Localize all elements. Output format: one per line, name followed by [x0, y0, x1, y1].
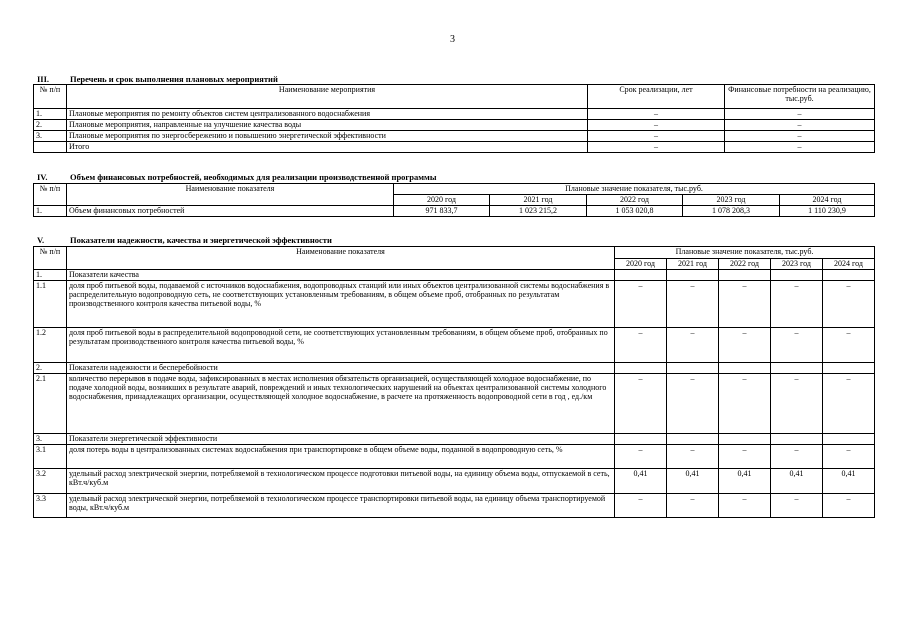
- row-finance: –: [725, 109, 875, 120]
- row-name: Объем финансовых потребностей: [67, 206, 394, 217]
- group-row: [34, 363, 875, 374]
- table-row-total: [34, 142, 875, 153]
- year-2022: 2022 год: [719, 259, 771, 270]
- value-2024: 1 110 230,9: [780, 206, 875, 217]
- row-name: Итого: [67, 142, 588, 153]
- row-term: –: [588, 120, 725, 131]
- value-2022: –: [719, 374, 771, 434]
- value-2024: –: [823, 445, 875, 469]
- header-name: Наименование показателя: [67, 184, 394, 206]
- section-4-heading: Объем финансовых потребностей, необходимых для реализации производственной программы: [70, 172, 437, 182]
- row-name: количество перерывов в подаче воды, зафиксированных в местах исполнения обязательств организацией, осуществляющей холодное водоснабжение, по подаче холодной воды, возникших в результате аварий, повреждений и иных технологических нарушений на объектах централизованной системы холодного водоснабжения, принадлежащих организации, осуществляющей холодное водоснабжение, в расчете на протяженность водопроводной сети в год , ед./км: [67, 374, 615, 434]
- section-3-table: [33, 84, 875, 153]
- header-term: Срок реализации, лет: [588, 85, 725, 109]
- section-4-table: [33, 183, 875, 217]
- row-term: –: [588, 142, 725, 153]
- group-row: [34, 434, 875, 445]
- year-2021: 2021 год: [667, 259, 719, 270]
- row-name: Показатели качества: [67, 270, 615, 281]
- row-no: 1.1: [34, 281, 67, 328]
- value-2021: –: [667, 374, 719, 434]
- value-2024: –: [823, 494, 875, 518]
- value-2021: 0,41: [667, 469, 719, 494]
- value-2023: –: [771, 445, 823, 469]
- row-finance: –: [725, 142, 875, 153]
- table-row: [34, 469, 875, 494]
- value-2020: –: [615, 281, 667, 328]
- value-2023: –: [771, 374, 823, 434]
- row-no: 3.: [34, 434, 67, 445]
- header-finance: Финансовые потребности на реализацию, тыс.руб.: [725, 85, 875, 109]
- year-2021: 2021 год: [490, 195, 587, 206]
- value-2021: –: [667, 494, 719, 518]
- table-row: [34, 328, 875, 363]
- row-term: –: [588, 109, 725, 120]
- value-2022: –: [719, 445, 771, 469]
- year-2020: 2020 год: [615, 259, 667, 270]
- table-row: [34, 109, 875, 120]
- year-2022: 2022 год: [587, 195, 683, 206]
- header-name: Наименование показателя: [67, 247, 615, 270]
- value-2024: –: [823, 374, 875, 434]
- value-2021: 1 023 215,2: [490, 206, 587, 217]
- value-2022: –: [719, 281, 771, 328]
- value-2020: 971 833,7: [394, 206, 490, 217]
- header-name: Наименование мероприятия: [67, 85, 588, 109]
- header-no: № п/п: [34, 85, 67, 109]
- year-2023: 2023 год: [683, 195, 780, 206]
- table-row: [34, 374, 875, 434]
- value-2022: 0,41: [719, 469, 771, 494]
- table-row: [34, 120, 875, 131]
- section-5-heading: Показатели надежности, качества и энергетической эффективности: [70, 235, 332, 245]
- section-4-header-row: [34, 184, 875, 195]
- value-2020: –: [615, 374, 667, 434]
- value-2021: –: [667, 328, 719, 363]
- value-2023: 1 078 208,3: [683, 206, 780, 217]
- row-no: 2.1: [34, 374, 67, 434]
- group-row: [34, 270, 875, 281]
- row-name: удельный расход электрической энергии, потребляемой в технологическом процессе подготовки питьевой воды, на единицу объема воды, отпускаемой в сеть, кВт.ч/куб.м: [67, 469, 615, 494]
- row-finance: –: [725, 120, 875, 131]
- value-2020: –: [615, 445, 667, 469]
- row-name: Показатели энергетической эффективности: [67, 434, 615, 445]
- value-2022: –: [719, 494, 771, 518]
- row-no: 3.1: [34, 445, 67, 469]
- row-no: 2.: [34, 120, 67, 131]
- section-5-title: [34, 235, 332, 245]
- value-2023: 0,41: [771, 469, 823, 494]
- value-2023: –: [771, 494, 823, 518]
- row-name: доля проб питьевой воды в распределительной водопроводной сети, не соответствующих установленным требованиям, в общем объеме проб, отобранных по результатам производственного контроля качества питьевой воды, %: [67, 328, 615, 363]
- row-no: 1.: [34, 109, 67, 120]
- page-number: 3: [450, 34, 455, 45]
- row-no: 3.2: [34, 469, 67, 494]
- section-3-header-row: [34, 85, 875, 109]
- value-2022: –: [719, 328, 771, 363]
- year-2020: 2020 год: [394, 195, 490, 206]
- row-term: –: [588, 131, 725, 142]
- header-plan: Плановые значение показателя, тыс.руб.: [615, 247, 875, 259]
- row-no: 2.: [34, 363, 67, 374]
- value-2022: 1 053 020,8: [587, 206, 683, 217]
- row-no: 1.: [34, 270, 67, 281]
- section-4-number: IV.: [37, 172, 48, 182]
- header-no: № п/п: [34, 247, 67, 270]
- header-plan: Плановые значение показателя, тыс.руб.: [394, 184, 875, 195]
- value-2020: 0,41: [615, 469, 667, 494]
- row-no: [34, 142, 67, 153]
- row-no: 3.: [34, 131, 67, 142]
- row-finance: –: [725, 131, 875, 142]
- row-name: доля проб питьевой воды, подаваемой с источников водоснабжения, водопроводных станций или иных объектов централизованной системы водоснабжения в распределительную водопроводную сеть, не соответствующих установленным требованиям, в общем объеме проб, отобранных по результатам производственного контроля качества питьевой воды, %: [67, 281, 615, 328]
- table-row: [34, 445, 875, 469]
- section-5-header-row: [34, 247, 875, 259]
- row-no: 3.3: [34, 494, 67, 518]
- section-4-title: [34, 172, 436, 182]
- year-2024: 2024 год: [780, 195, 875, 206]
- section-3-number: III.: [37, 74, 50, 84]
- value-2021: –: [667, 281, 719, 328]
- row-name: Плановые мероприятия по энергосбережению и повышению энергетической эффективности: [67, 131, 588, 142]
- header-no: № п/п: [34, 184, 67, 206]
- table-row: [34, 131, 875, 142]
- row-name: Плановые мероприятия, направленные на улучшение качества воды: [67, 120, 588, 131]
- value-2020: –: [615, 494, 667, 518]
- value-2024: –: [823, 281, 875, 328]
- section-3-heading: Перечень и срок выполнения плановых мероприятий: [70, 74, 278, 84]
- value-2024: –: [823, 328, 875, 363]
- row-no: 1.2: [34, 328, 67, 363]
- value-2023: –: [771, 281, 823, 328]
- row-name: доля потерь воды в централизованных системах водоснабжения при транспортировке в общем объеме воды, поданной в водопроводную сеть, %: [67, 445, 615, 469]
- year-2023: 2023 год: [771, 259, 823, 270]
- value-2024: 0,41: [823, 469, 875, 494]
- table-row: [34, 494, 875, 518]
- row-name: удельный расход электрической энергии, потребляемой в технологическом процессе транспортировки питьевой воды, на единицу объема транспортируемой воды, кВт.ч/куб.м: [67, 494, 615, 518]
- table-row: [34, 206, 875, 217]
- value-2021: –: [667, 445, 719, 469]
- section-5-number: V.: [37, 235, 45, 245]
- value-2023: –: [771, 328, 823, 363]
- year-2024: 2024 год: [823, 259, 875, 270]
- row-name: Плановые мероприятия по ремонту объектов систем централизованного водоснабжения: [67, 109, 588, 120]
- section-3-title: [34, 74, 278, 84]
- row-no: 1.: [34, 206, 67, 217]
- value-2020: –: [615, 328, 667, 363]
- table-row: [34, 281, 875, 328]
- section-5-table: [33, 246, 875, 518]
- row-name: Показатели надежности и бесперебойности: [67, 363, 615, 374]
